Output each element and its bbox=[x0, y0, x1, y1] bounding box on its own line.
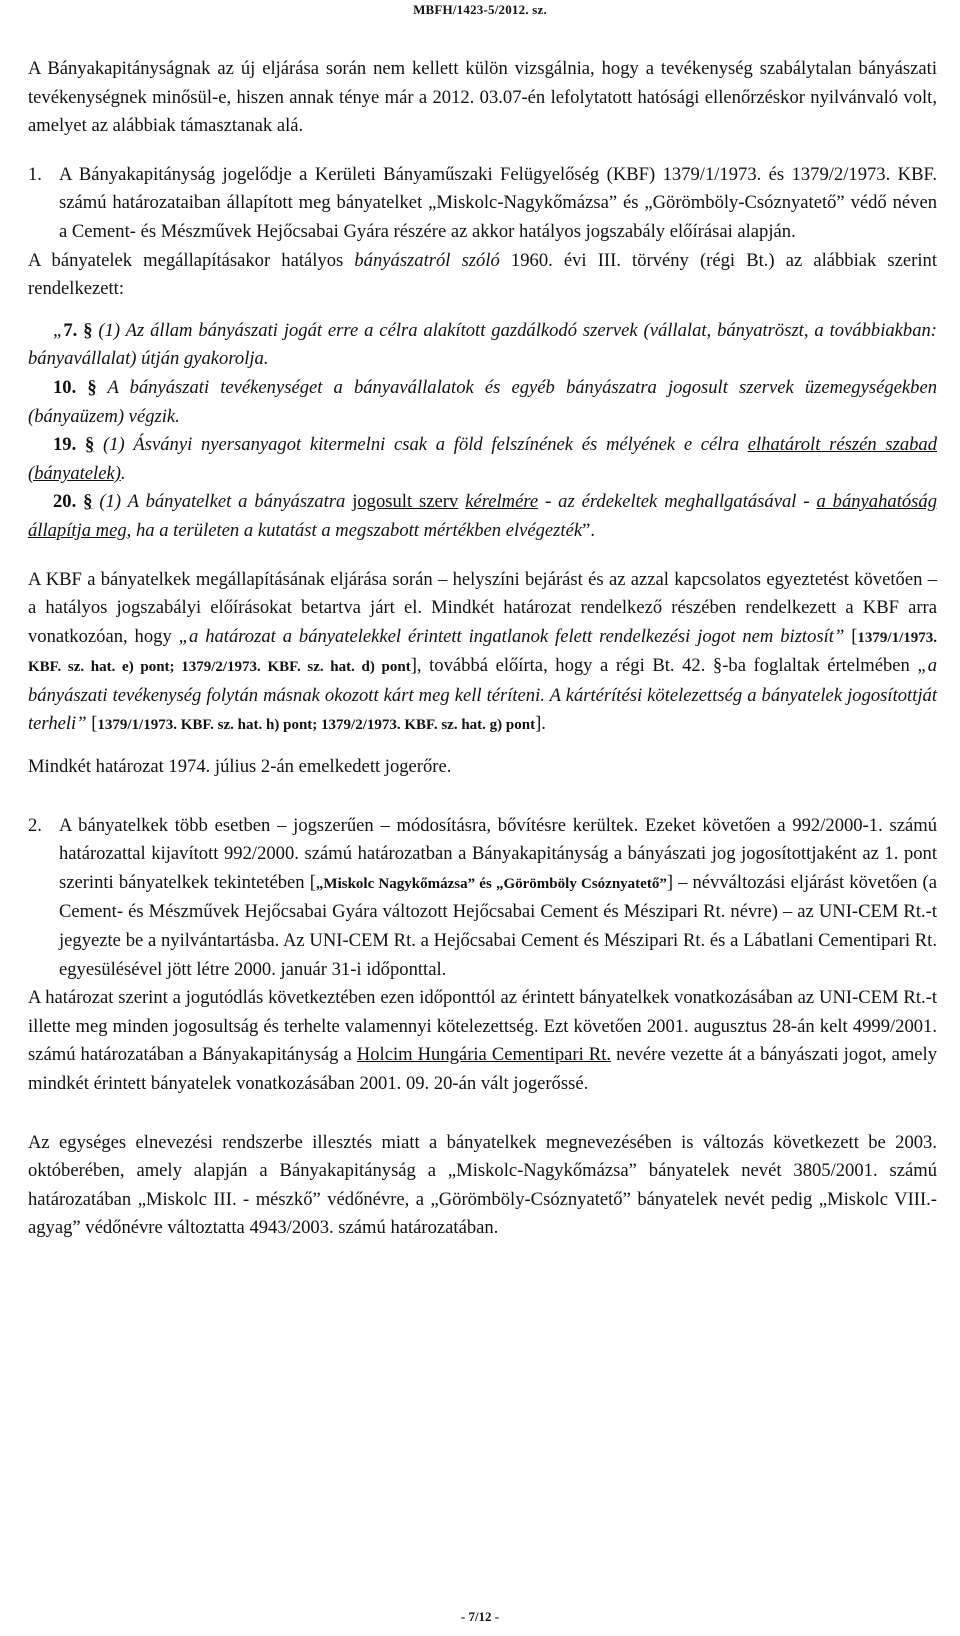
document-body bbox=[28, 55, 937, 1243]
law-title: bányászatról szóló bbox=[354, 249, 500, 271]
kbf-reference-1: 1379/1/1973. KBF. sz. hat. e) pont; 1379/2/1973. KBF. sz. hat. d) pont bbox=[28, 629, 938, 676]
intro-paragraph: A Bányakapitányságnak az új eljárása során nem kellett külön vizsgálnia, hogy a tevékenység szabálytalan bányászati tevékenységnek minősül-e, hiszen annak ténye már a 2012. 03.07-én lefolytatott hatósági ellenőrzéskor nyilvánvaló volt, amelyet az alábbiak támasztanak alá. bbox=[28, 58, 937, 137]
kbf-quote-1: „a határozat a bányatelekkel érintett ingatlanok felett rendelkezési jogot nem biztosít” bbox=[178, 625, 845, 647]
holcim-company-name: Holcim Hungária Cementipari Rt. bbox=[356, 1044, 612, 1066]
page-number-footer: - 7/12 - bbox=[460, 1609, 500, 1624]
section-1 bbox=[28, 161, 937, 247]
kbf-reference-2: 1379/1/1973. KBF. sz. hat. h) pont; 1379/2/1973. KBF. sz. hat. g) pont bbox=[97, 717, 536, 734]
law-quote-block bbox=[28, 317, 937, 546]
section-1-text bbox=[59, 161, 937, 247]
section-2-names: „Miskolc Nagykőmázsa” és „Görömböly Csóznyatető” bbox=[315, 875, 667, 892]
section-2-number: 2. bbox=[28, 814, 42, 836]
jogutodlas-paragraph: A határozat szerint a jogutódlás következtében ezen időponttól az érintett bányatelkek vonatkozásában az UNI-CEM Rt.-t illette meg minden jogosultság és terhelte valamennyi kötelezettség. Ezt követően 2001. augusztus 28-án kelt 4999/2001. számú határozatában a Bányakapitányság a Holcim Hungária Cementipari Rt. nevére vezette át a bányászati jogot, amely mindkét érintett bányatelek vonatkozásában 2001. 09. 20-án vált jogerőssé. bbox=[28, 987, 937, 1094]
quote-section-20: 20. § (1) A bányatelket a bányászatra jogosult szerv kérelmére - az érdekeltek meghallgatásával - a bányahatóság állapítja meg, ha a területen a kutatást a megszabott mértékben elvégezték”. bbox=[28, 491, 937, 541]
naming-paragraph: Az egységes elnevezési rendszerbe illesztés miatt a bányatelkek megnevezésében is változás következett be 2003. októberében, amely alapján a Bányakapitányság a „Miskolc-Nagykőmázsa” bányatelek nevét 3805/2001. számú határozatában „Miskolc III. - mészkő” védőnévre, a „Görömböly-Csóznyatető” bányatelek nevét pedig „Miskolc VIII.-agyag” védőnévre változtatta 4943/2003. számú határozatában. bbox=[28, 1131, 937, 1239]
quote-section-7: „7. § (1) Az állam bányászati jogát erre a célra alakított gazdálkodó szervek (vállalat, bányatröszt, a továbbiakban: bányavállalat) útján gyakorolja. bbox=[28, 319, 937, 370]
quote-section-10: 10. § A bányászati tevékenységet a bányavállalatok és egyéb bányászatra jogosult szervek üzemegységekben (bányaüzem) végzik. bbox=[28, 376, 937, 427]
kbf-quote-2: „a bányászati tevékenység folytán másnak okozott kárt meg kell téríteni. A kártérítési kötelezettség a bányatelek jogosítottját terheli” bbox=[28, 655, 938, 735]
kbf-paragraph: A KBF a bányatelkek megállapításának eljárása során – helyszíni bejárást és az azzal kapcsolatos egyeztetést követően – a hatályos jogszabályi előírásokat betartva járt el. Mindkét határozat rendelkező részében rendelkezett a KBF arra vonatkozóan, hogy „a határozat a bányatelekkel érintett ingatlanok felett rendelkezési jogot nem biztosít” [1379/1/1973. KBF. sz. hat. e) pont; 1379/2/1973. KBF. sz. hat. d) pont], továbbá előírta, hogy a régi Bt. 42. §-ba foglaltak értelmében „a bányászati tevékenység folytán másnak okozott kárt meg kell téríteni. A kártérítési kötelezettség a bányatelek jogosítottját terheli” [1379/1/1973. KBF. sz. hat. h) pont; 1379/2/1973. KBF. sz. hat. g) pont]. bbox=[28, 568, 938, 735]
section-2-text: A bányatelkek több esetben – jogszerűen – módosításra, bővítésre kerültek. Ezeket követően a 992/2000-1. számú határozattal kijavított 992/2000. számú határozatban a Bányakapitányság a bányászati jog jogosítottjaként az 1. pont szerinti bányatelkek tekintetében [„Miskolc Nagykőmázsa” és „Görömböly Csóznyatető”] – névváltozási eljárást követően (a Cement- és Mészművek Hejőcsabai Gyára változott Hejőcsabai Cement és Mészipari Rt. névre) – az UNI-CEM Rt.-t jegyezte be a nyilvántartásba. Az UNI-CEM Rt. a Hejőcsabai Cement és Mészipari Rt. és a Lábatlani Cementipari Rt. egyesülésével jött létre 2000. január 31-i időponttal. bbox=[59, 814, 938, 980]
final-paragraph-1: Mindkét határozat 1974. július 2-án emelkedett jogerőre. bbox=[28, 756, 452, 778]
document-reference-header: MBFH/1423-5/2012. sz. bbox=[413, 2, 547, 17]
law-intro-paragraph: A bányatelek megállapításakor hatályos bányászatról szóló 1960. évi III. törvény (régi Bt.) az alábbiak szerint rendelkezett: bbox=[28, 249, 937, 300]
section-1-paragraph: A Bányakapitányság jogelődje a Kerületi Bányaműszaki Felügyelőség (KBF) 1379/1/1973. és 1379/2/1973. KBF. számú határozataiban állapított meg bányatelket „Miskolc-Nagykőmázsa” és „Görömböly-Csóznyatető” védő néven a Cement- és Mészművek Hejőcsabai Gyára részére az akkor hatályos jogszabály előírásai alapján. bbox=[59, 163, 937, 242]
quote-section-19: 19. § (1) Ásványi nyersanyagot kitermelni csak a föld felszínének és mélyének e célra elhatárolt részén szabad (bányatelek). bbox=[28, 434, 938, 484]
section-2 bbox=[28, 812, 937, 985]
section-1-number: 1. bbox=[28, 163, 42, 185]
